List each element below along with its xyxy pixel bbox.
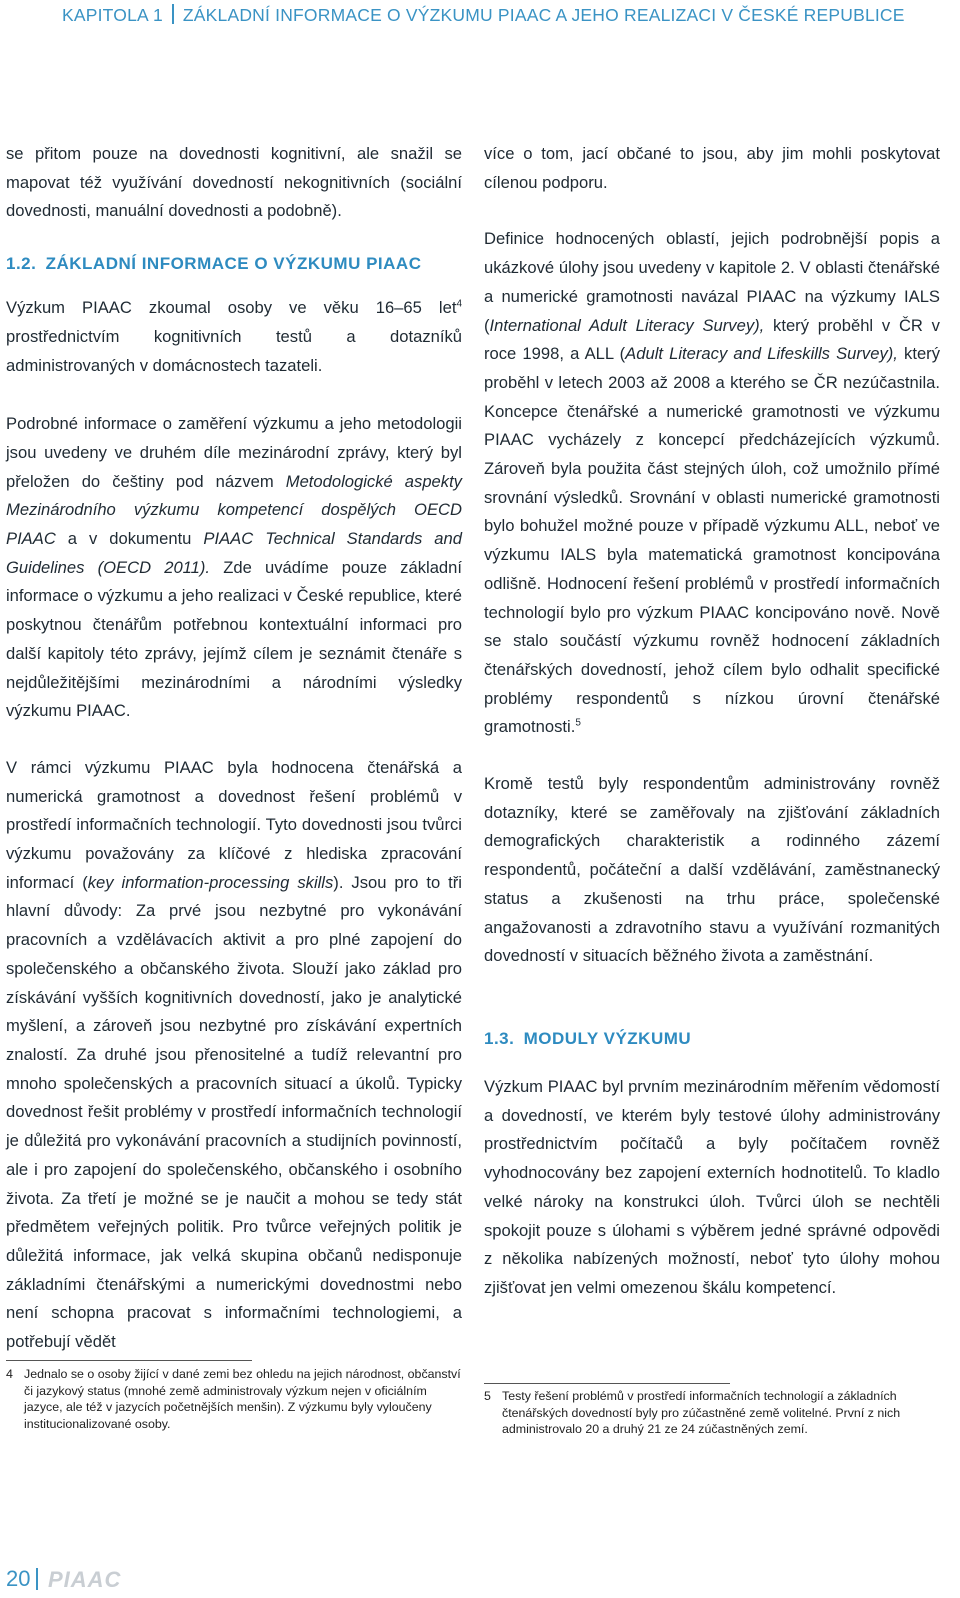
footnote-text: Testy řešení problémů v prostředí informačních technologií a základních čtenářských dovedností byly pro zúčastněné země volitelné. První z nich administrovalo 20 a druhý 21 ze 24 zúčastněných zemí. <box>502 1389 901 1436</box>
section-heading-1-3 <box>484 1029 940 1049</box>
page-number: 20 <box>6 1566 31 1591</box>
paragraph <box>6 410 462 726</box>
header-separator <box>172 4 174 24</box>
italic-title: Metodologické aspekty Mezinárodního výzkumu kompetencí dospělých OECD PIAAC <box>6 471 462 549</box>
text-run: ). Jsou pro to tři hlavní důvody: Za prvé jsou nezbytné pro vykonávání pracovních a vzdělávacích aktivit a pro plné zapojení do společenského a občanského života. Slouží jako základ pro získávání vyšších kognitivních dovedností, jako je analytické myšlení, a zároveň jsou nezbytné pro získávání expertních znalostí. Za druhé jsou přenositelné a tudíž relevantní pro mnoho společenských a pracovních situací a úkolů. Typicky dovednost řešit problémy v prostředí informačních technologií je důležitá pro vykonávání pracovních a studijních povinností, ale i pro zapojení do společenského, občanského i osobního života. Za třetí je možné se je naučit a mohou se tedy stát předmětem veřejných politik. Pro tvůrce veřejných politik je důležitá informace, jak velká skupina občanů nedisponuje základními čtenářskými a numerickými dovednostmi nebo není schopna pracovat s informačními technologiemi, a potřebují vědět <box>6 872 462 1352</box>
section-heading-1-2 <box>6 254 462 274</box>
running-header <box>62 4 905 26</box>
text-run: V rámci výzkumu PIAAC byla hodnocena čtenářská a numerická gramotnost a dovednost řešení problémů v prostředí informačních technologií. Tyto dovednosti jsou tvůrci výzkumu považovány za klíčové z hlediska zpracování informací ( <box>6 757 462 892</box>
text-run: a v dokumentu <box>55 529 204 549</box>
paragraph: se přitom pouze na dovednosti kognitivní, ale snažil se mapovat též využívání dovedností nekognitivních (sociální dovednosti, manuální dovednosti a podobně). <box>6 144 462 221</box>
right-column <box>484 140 940 1303</box>
section-number: 1.3. <box>484 1028 515 1048</box>
section-title: MODULY VÝZKUMU <box>523 1028 692 1048</box>
footnote-4 <box>6 1366 462 1432</box>
text-run: Podrobné informace o zaměření výzkumu a jeho metodologii jsou uvedeny ve druhém díle mezinárodní zprávy, který byl přeložen do češtiny pod názvem <box>6 414 462 491</box>
page-footer <box>6 1566 144 1592</box>
footnote-ref-4[interactable]: 4 <box>456 298 462 310</box>
italic-title: International Adult Literacy Survey), <box>489 315 765 335</box>
text-run: který proběhl v ČR v roce 1998, a ALL ( <box>484 315 940 364</box>
footnote-divider <box>6 1360 252 1361</box>
footnote-ref-5[interactable]: 5 <box>575 717 581 729</box>
chapter-label: KAPITOLA 1 <box>62 5 163 25</box>
section-title: ZÁKLADNÍ INFORMACE O VÝZKUMU PIAAC <box>45 254 422 274</box>
chapter-title: ZÁKLADNÍ INFORMACE O VÝZKUMU PIAAC A JEHO REALIZACI V ČESKÉ REPUBLICE <box>182 5 905 25</box>
section-number: 1.2. <box>6 254 37 274</box>
text-run: Zde uvádíme pouze základní informace o výzkumu a jeho realizaci v České republice, které poskytnou čtenářům potřebnou kontextuální informaci pro další kapitoly této zprávy, jejímž cílem je seznámit čtenáře s nejdůležitějšími mezinárodními a národními výsledky výzkumu PIAAC. <box>6 557 462 721</box>
footnote-number: 4 <box>6 1367 13 1381</box>
footnote-text: Jednalo se o osoby žijící v dané zemi bez ohledu na jejich národnost, občanství či jazykový status (mnohé země administrovaly výzkum nejen v oficiálním jazyce, ale též v jazycích početnějších menšin). Z výzkumu byly vyloučeny institucionalizované osoby. <box>24 1367 461 1431</box>
text-run: Výzkum PIAAC zkoumal osoby ve věku 16–65 let <box>6 298 457 318</box>
italic-title: PIAAC Technical Standards and Guidelines (OECD 2011). <box>6 529 462 577</box>
text-run: Definice hodnocených oblastí, jejich podrobnější popis a ukázkové úlohy jsou uvedeny v kapitole 2. V oblasti čtenářské a numerické gramotnosti navázal PIAAC na výzkumy IALS ( <box>484 229 940 335</box>
piaac-logo <box>48 1568 144 1590</box>
text-run: prostřednictvím kognitivních testů a dotazníků administrovaných v domácnostech tazateli. <box>6 326 462 375</box>
svg-text:PIAAC: PIAAC <box>48 1568 122 1590</box>
text-run: který proběhl v letech 2003 až 2008 a kterého se ČR nezúčastnila. Koncepce čtenářské a numerické gramotnosti ve výzkumu PIAAC vycházely z koncepcí předcházejících výzkumů. Zároveň byla použita část stejných úloh, což umožnilo přímé srovnání výsledků. Srovnání v oblasti numerické gramotnosti bylo bohužel možné pouze v případě výzkumu ALL, neboť ve výzkumu IALS byla matematická gramotnost koncipována odlišně. Hodnocení řešení problémů v prostředí informačních technologií bylo pro výzkum PIAAC koncipováno nově. Nově se stalo součástí výzkumu rovněž hodnocení základních čtenářských dovedností, jehož cílem bylo odhalit specifické problémy respondentů s nízkou úrovní čtenářské gramotnosti. <box>484 344 941 737</box>
paragraph: Kromě testů byly respondentům administrovány rovněž dotazníky, které se zaměřovaly na zjišťování základních demografických charakteristik a rodinného zázemí respondentů, počáteční a další vzdělávání, zaměstnanecký status a zkušenosti na trhu práce, společenské angažovanosti a zdravotního stavu a využívání rozmanitých dovedností v situacích běžného života a zaměstnání. <box>484 774 940 966</box>
paragraph: více o tom, jací občané to jsou, aby jim mohli poskytovat cílenou podporu. <box>484 144 940 192</box>
paragraph <box>6 294 462 380</box>
footnote-number: 5 <box>484 1389 491 1403</box>
footnote-divider <box>484 1383 730 1384</box>
left-column <box>6 140 462 1357</box>
italic-title: Adult Literacy and Lifeskills Survey), <box>625 344 898 364</box>
footer-separator <box>36 1568 38 1590</box>
paragraph: Výzkum PIAAC byl prvním mezinárodním měřením vědomostí a dovedností, ve kterém byly testové úlohy administrovány prostřednictvím počítačů a byly počítačem rovněž vyhodnocovány bez zapojení externích hodnotitelů. To kladlo velké nároky na konstrukci úloh. Tvůrci úloh se nechtěli spokojit pouze s úlohami s výběrem jedné správné odpovědi z několika nabízených možností, neboť tyto úlohy mohou zjišťovat jen velmi omezenou škálu kompetencí. <box>484 1076 940 1297</box>
italic-term: key information-processing skills <box>87 872 334 892</box>
paragraph <box>6 754 462 1357</box>
footnote-5 <box>484 1388 940 1438</box>
paragraph <box>484 225 940 742</box>
